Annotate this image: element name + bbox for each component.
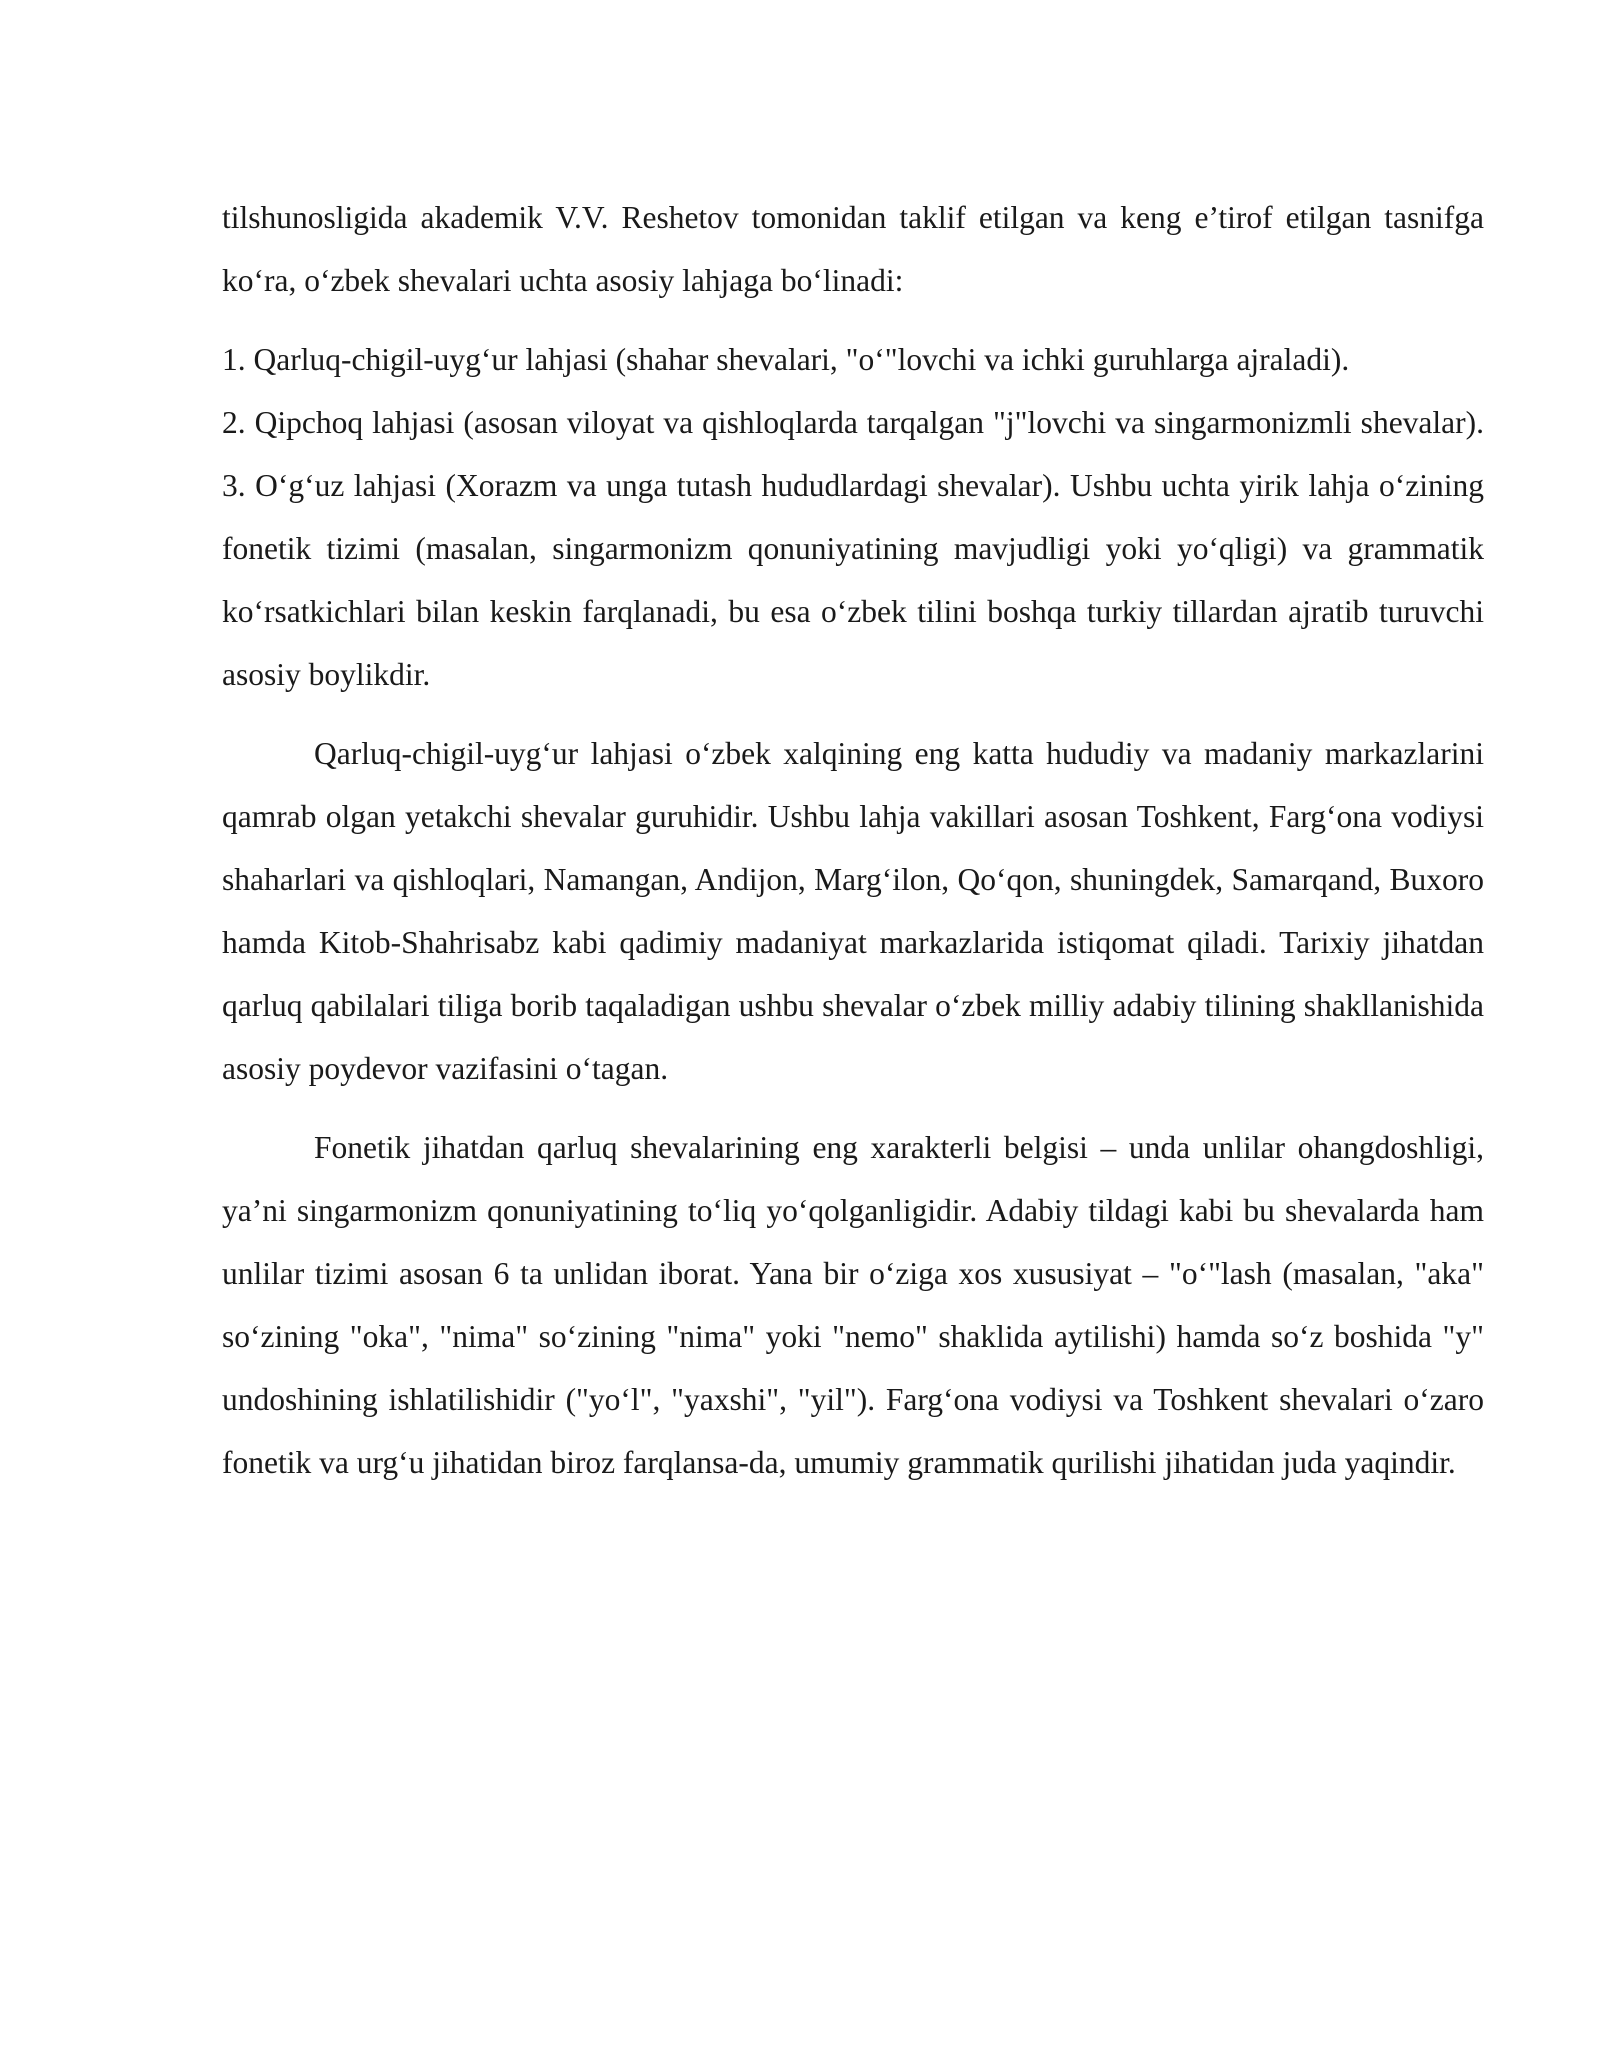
dialect-list — [222, 328, 1484, 706]
body-paragraph-2: Qarluq-chigil-uyg‘ur lahjasi o‘zbek xalqining eng katta hududiy va madaniy markazlarini qamrab olgan yetakchi shevalar guruhidir. Ushbu lahja vakillari asosan Toshkent, Farg‘ona vodiysi shaharlari va qishloqlari, Namangan, Andijon, Marg‘ilon, Qo‘qon, shuningdek, Samarqand, Buxoro hamda Kitob-Shahrisabz kabi qadimiy madaniyat markazlarida istiqomat qiladi. Tarixiy jihatdan qarluq qabilalari tiliga borib taqaladigan ushbu shevalar o‘zbek milliy adabiy tilining shakllanishida asosiy poydevor vazifasini o‘tagan. — [222, 736, 1484, 1086]
list-item-3: 3. O‘g‘uz lahjasi (Xorazm va unga tutash hududlardagi shevalar). Ushbu uchta yirik lahja o‘zining fonetik tizimi (masalan, singarmonizm qonuniyatining mavjudligi yoki yo‘qligi) va grammatik ko‘rsatkichlari bilan keskin farqlanadi, bu esa o‘zbek tilini boshqa turkiy tillardan ajratib turuvchi asosiy boylikdir. — [222, 468, 1484, 692]
list-item-1: 1. Qarluq-chigil-uyg‘ur lahjasi (shahar shevalari, "o‘"lovchi va ichki guruhlarga ajraladi). — [222, 342, 1350, 377]
body-paragraph-3: Fonetik jihatdan qarluq shevalarining eng xarakterli belgisi – unda unlilar ohangdoshligi, ya’ni singarmonizm qonuniyatining to‘liq yo‘qolganligidir. Adabiy tildagi kabi bu shevalarda ham unlilar tizimi asosan 6 ta unlidan iborat. Yana bir o‘ziga xos xususiyat – "o‘"lash (masalan, "aka" so‘zining "oka", "nima" so‘zining "nima" yoki "nemo" shaklida aytilishi) hamda so‘z boshida "y" undoshining ishlatilishidir ("yo‘l", "yaxshi", "yil"). Farg‘ona vodiysi va Toshkent shevalari o‘zaro fonetik va urg‘u jihatidan biroz farqlansa-da, umumiy grammatik qurilishi jihatidan juda yaqindir. — [222, 1130, 1484, 1480]
list-item-2: 2. Qipchoq lahjasi (asosan viloyat va qishloqlarda tarqalgan "j"lovchi va singarmonizmli shevalar). — [222, 405, 1484, 440]
document-page — [222, 186, 1484, 1494]
intro-paragraph: tilshunosligida akademik V.V. Reshetov tomonidan taklif etilgan va keng e’tirof etilgan tasnifga ko‘ra, o‘zbek shevalari uchta asosiy lahjaga bo‘linadi: — [222, 200, 1484, 298]
